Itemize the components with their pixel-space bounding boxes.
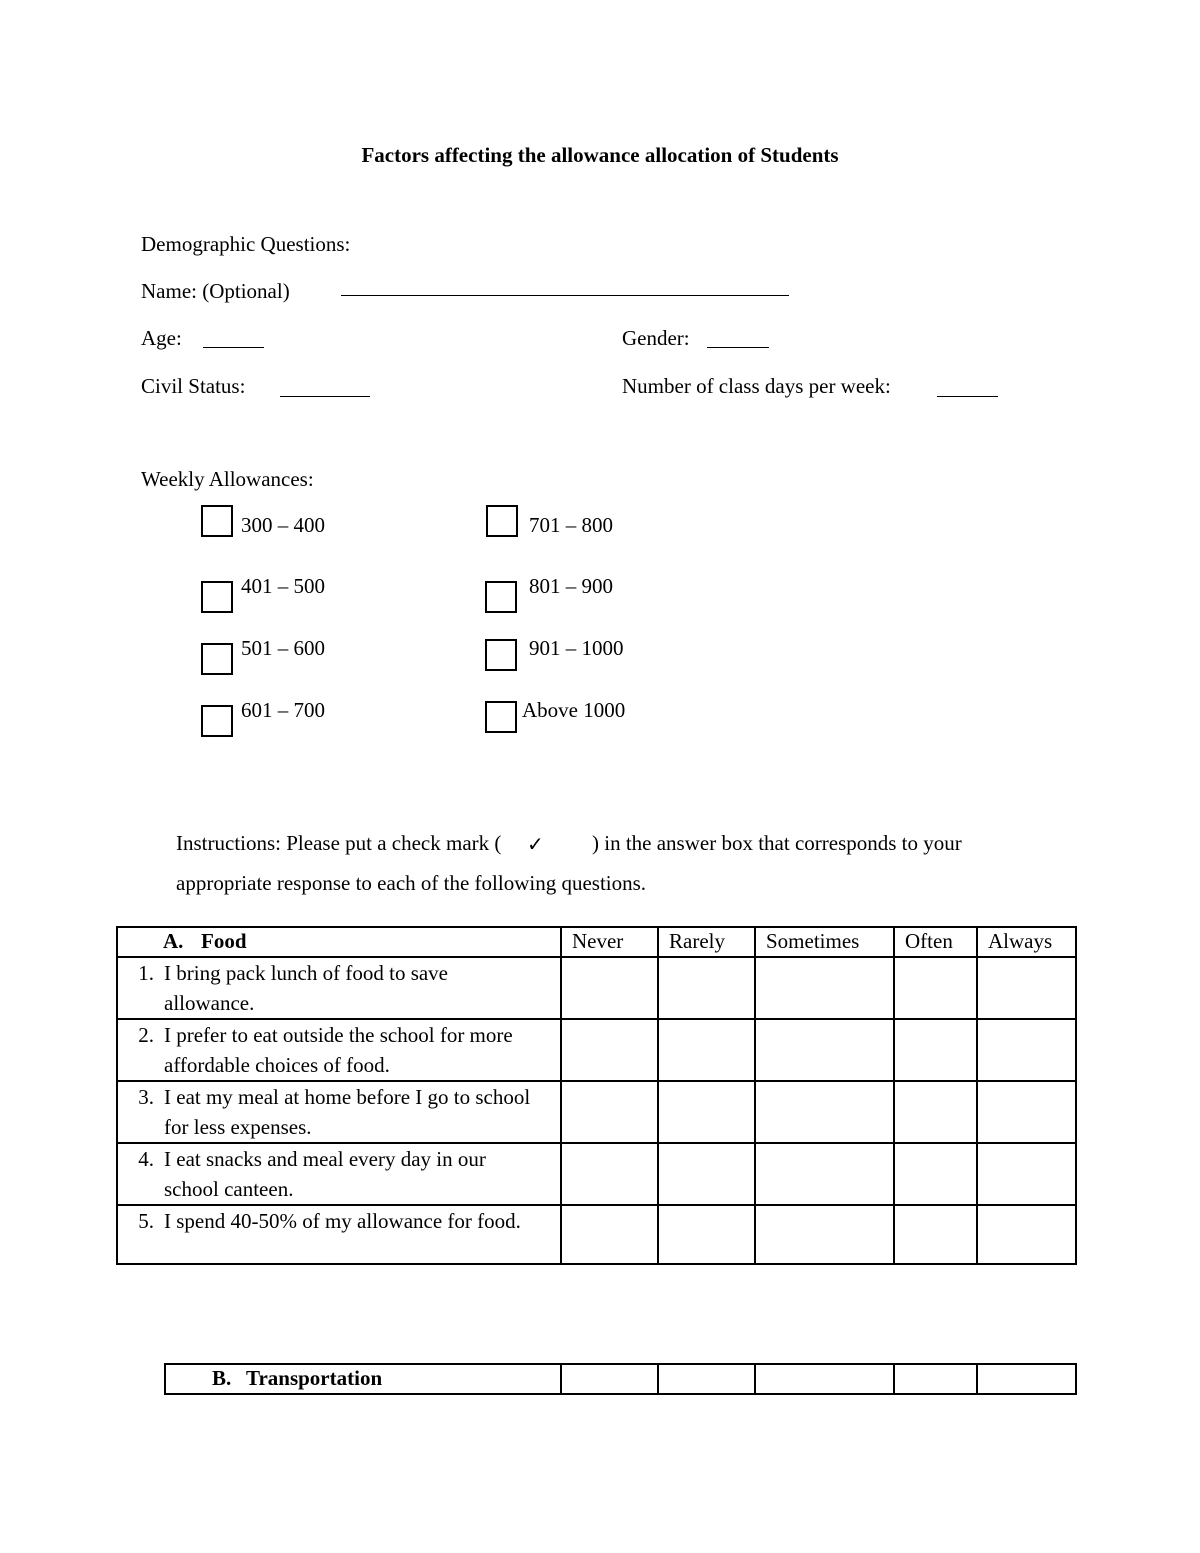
answer-cell-sometimes[interactable] bbox=[755, 957, 894, 1019]
instructions-text-start: Instructions: Please put a check mark ( bbox=[176, 831, 502, 855]
allowance-checkbox-501-600[interactable] bbox=[201, 643, 233, 675]
answer-cell-never[interactable] bbox=[561, 1019, 658, 1081]
name-label: Name: (Optional) bbox=[141, 279, 290, 303]
allowance-checkbox-801-900[interactable] bbox=[485, 581, 517, 613]
question-number: 3. bbox=[138, 1085, 154, 1109]
answer-cell-always[interactable] bbox=[977, 1364, 1076, 1394]
answer-cell-sometimes[interactable] bbox=[755, 1364, 894, 1394]
answer-cell-sometimes[interactable] bbox=[755, 1019, 894, 1081]
page-title: Factors affecting the allowance allocation of Students bbox=[361, 143, 839, 167]
section-label: Transportation bbox=[246, 1366, 383, 1390]
table-row bbox=[117, 957, 1076, 1019]
allowance-option-label: 901 – 1000 bbox=[529, 636, 624, 660]
allowance-option-label: 501 – 600 bbox=[241, 636, 325, 660]
scale-header-sometimes: Sometimes bbox=[755, 927, 894, 957]
name-field[interactable] bbox=[341, 295, 789, 296]
question-text: I eat snacks and meal every day in our school canteen. bbox=[164, 1147, 486, 1201]
demographic-heading: Demographic Questions: bbox=[141, 232, 351, 256]
table-row bbox=[117, 1019, 1076, 1081]
table-row bbox=[117, 1143, 1076, 1205]
table-row bbox=[117, 1081, 1076, 1143]
scale-header-never: Never bbox=[561, 927, 658, 957]
scale-header-rarely: Rarely bbox=[658, 927, 755, 957]
table-row bbox=[117, 1205, 1076, 1264]
answer-cell-never[interactable] bbox=[561, 1364, 658, 1394]
table-header-row bbox=[165, 1364, 1076, 1394]
answer-cell-rarely[interactable] bbox=[658, 1019, 755, 1081]
answer-cell-sometimes[interactable] bbox=[755, 1205, 894, 1264]
section-letter: B. bbox=[212, 1366, 232, 1390]
age-field[interactable] bbox=[203, 347, 264, 348]
question-text: I bring pack lunch of food to save allowance. bbox=[164, 961, 449, 1015]
allowance-option-label: 300 – 400 bbox=[241, 513, 325, 537]
answer-cell-often[interactable] bbox=[894, 1364, 977, 1394]
answer-cell-rarely[interactable] bbox=[658, 1081, 755, 1143]
scale-header-always: Always bbox=[977, 927, 1076, 957]
answer-cell-always[interactable] bbox=[977, 957, 1076, 1019]
answer-cell-often[interactable] bbox=[894, 1143, 977, 1205]
section-label: Food bbox=[201, 929, 247, 953]
section-b-heading bbox=[165, 1364, 561, 1394]
age-label: Age: bbox=[141, 326, 182, 350]
answer-cell-never[interactable] bbox=[561, 1143, 658, 1205]
allowance-option-label: 801 – 900 bbox=[529, 574, 613, 598]
transportation-survey-table bbox=[164, 1363, 1077, 1395]
question-number: 5. bbox=[138, 1209, 154, 1233]
allowance-checkbox-401-500[interactable] bbox=[201, 581, 233, 613]
answer-cell-never[interactable] bbox=[561, 957, 658, 1019]
answer-cell-always[interactable] bbox=[977, 1081, 1076, 1143]
answer-cell-often[interactable] bbox=[894, 1205, 977, 1264]
answer-cell-always[interactable] bbox=[977, 1205, 1076, 1264]
weekly-allowances-heading: Weekly Allowances: bbox=[141, 467, 314, 491]
answer-cell-rarely[interactable] bbox=[658, 1143, 755, 1205]
answer-cell-often[interactable] bbox=[894, 957, 977, 1019]
answer-cell-sometimes[interactable] bbox=[755, 1081, 894, 1143]
answer-cell-never[interactable] bbox=[561, 1081, 658, 1143]
civil-status-label: Civil Status: bbox=[141, 374, 246, 398]
allowance-option-label: 401 – 500 bbox=[241, 574, 325, 598]
allowance-checkbox-901-1000[interactable] bbox=[485, 639, 517, 671]
class-days-label: Number of class days per week: bbox=[622, 374, 891, 398]
instructions-text-line2: appropriate response to each of the following questions. bbox=[176, 871, 647, 895]
allowance-checkbox-above-1000[interactable] bbox=[485, 701, 517, 733]
allowance-option-label: Above 1000 bbox=[522, 698, 626, 722]
check-mark-icon: ✓ bbox=[527, 834, 544, 856]
question-text: I spend 40-50% of my allowance for food. bbox=[164, 1209, 521, 1233]
allowance-checkbox-701-800[interactable] bbox=[486, 505, 518, 537]
question-number: 1. bbox=[138, 961, 154, 985]
allowance-checkbox-300-400[interactable] bbox=[201, 505, 233, 537]
allowance-option-label: 701 – 800 bbox=[529, 513, 613, 537]
question-text: I prefer to eat outside the school for more affordable choices of food. bbox=[164, 1023, 513, 1077]
allowance-option-label: 601 – 700 bbox=[241, 698, 325, 722]
question-number: 2. bbox=[138, 1023, 154, 1047]
question-number: 4. bbox=[138, 1147, 154, 1171]
scale-header-often: Often bbox=[894, 927, 977, 957]
answer-cell-rarely[interactable] bbox=[658, 1205, 755, 1264]
table-header-row bbox=[117, 927, 1076, 957]
section-letter: A. bbox=[163, 929, 184, 953]
answer-cell-rarely[interactable] bbox=[658, 957, 755, 1019]
question-text: I eat my meal at home before I go to school for less expenses. bbox=[164, 1085, 531, 1139]
instructions-text-end: ) in the answer box that corresponds to your bbox=[592, 831, 962, 855]
food-survey-table bbox=[116, 926, 1077, 1265]
class-days-field[interactable] bbox=[937, 396, 998, 397]
answer-cell-rarely[interactable] bbox=[658, 1364, 755, 1394]
answer-cell-often[interactable] bbox=[894, 1081, 977, 1143]
allowance-checkbox-601-700[interactable] bbox=[201, 705, 233, 737]
answer-cell-always[interactable] bbox=[977, 1143, 1076, 1205]
gender-field[interactable] bbox=[707, 347, 769, 348]
answer-cell-always[interactable] bbox=[977, 1019, 1076, 1081]
answer-cell-often[interactable] bbox=[894, 1019, 977, 1081]
answer-cell-sometimes[interactable] bbox=[755, 1143, 894, 1205]
section-a-heading bbox=[117, 927, 561, 957]
gender-label: Gender: bbox=[622, 326, 690, 350]
answer-cell-never[interactable] bbox=[561, 1205, 658, 1264]
civil-status-field[interactable] bbox=[280, 396, 370, 397]
